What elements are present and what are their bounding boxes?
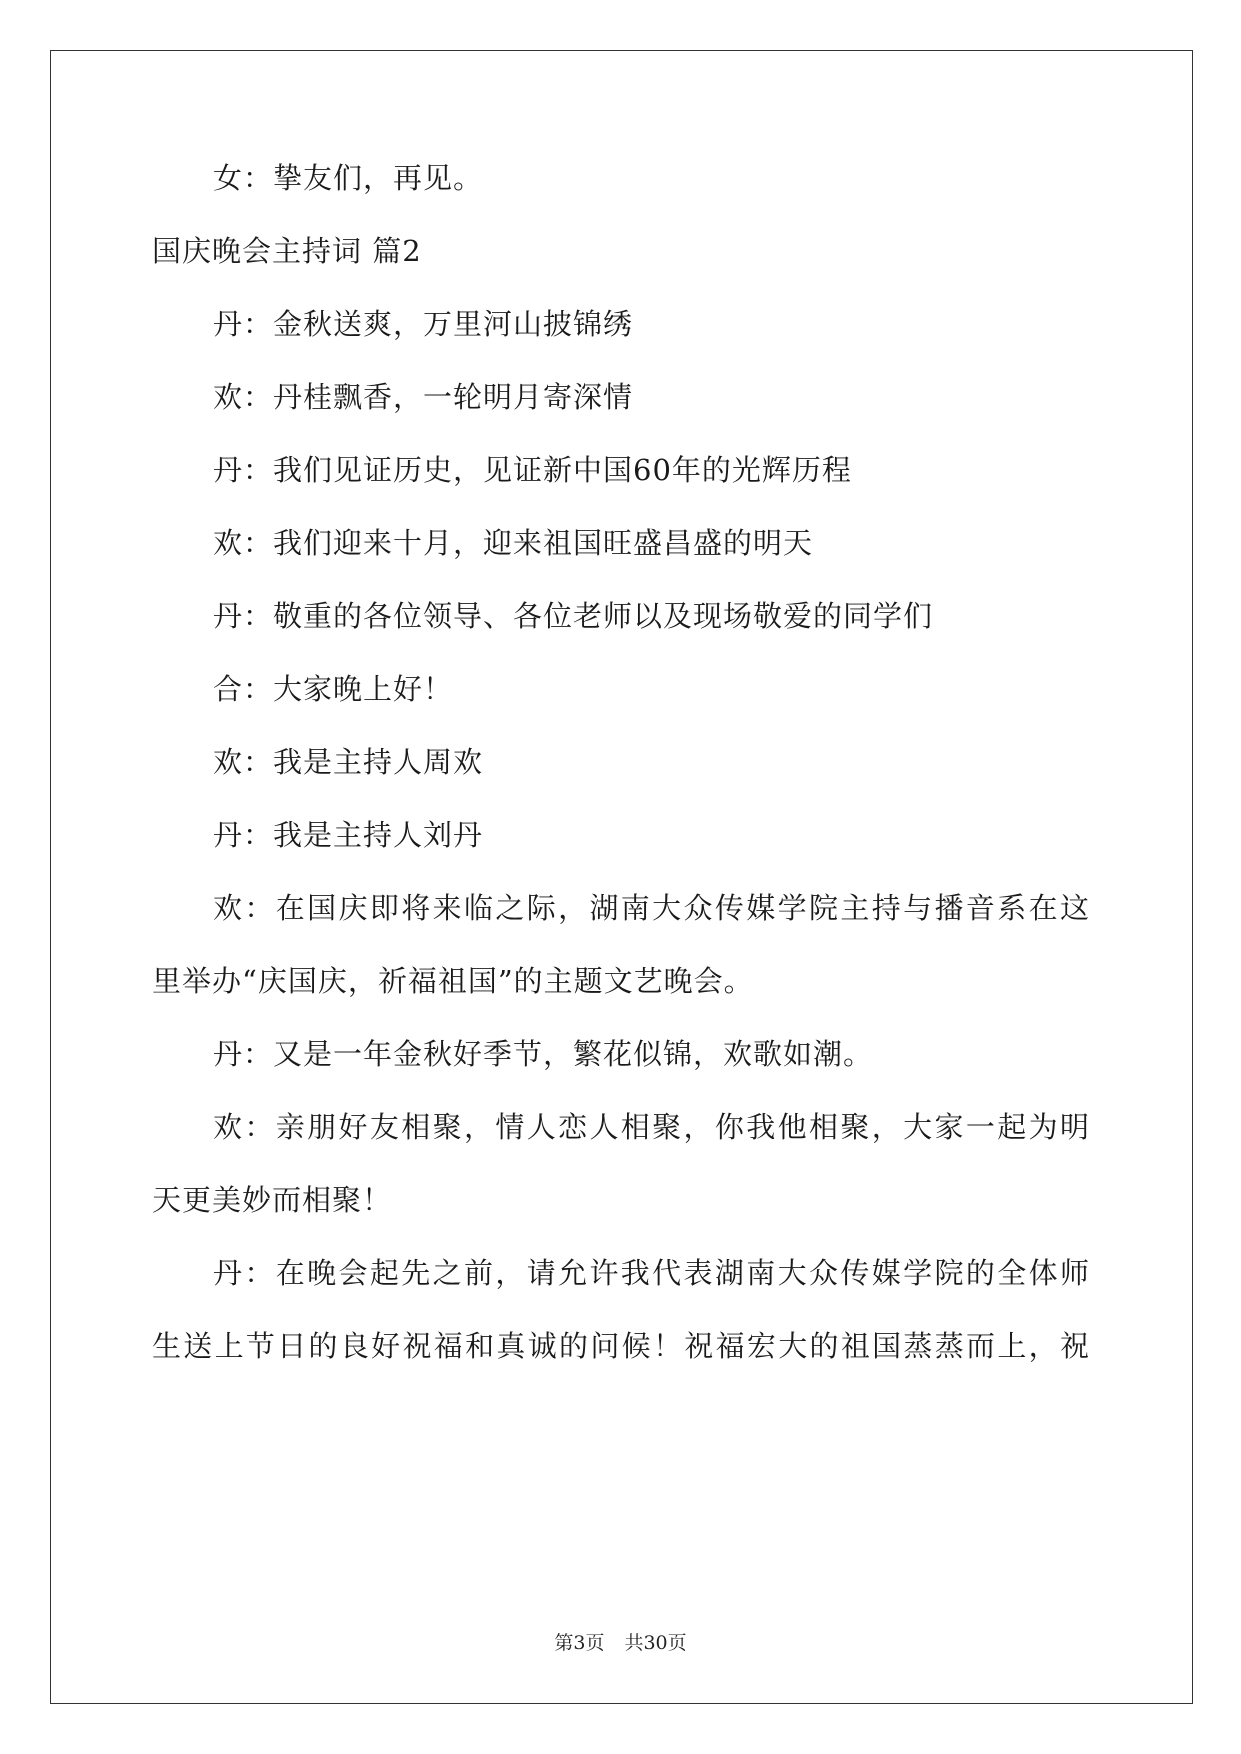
paragraph-line: 丹：敬重的各位领导、各位老师以及现场敬爱的同学们 (213, 599, 934, 633)
page-border (50, 50, 1193, 1704)
paragraph-line: 欢：亲朋好友相聚，情人恋人相聚，你我他相聚，大家一起为明 (213, 1110, 1090, 1144)
paragraph-line: 丹：在晚会起先之前，请允许我代表湖南大众传媒学院的全体师 (213, 1256, 1090, 1290)
section-heading: 国庆晚会主持词 篇2 (152, 234, 422, 268)
paragraph-line: 丹：金秋送爽，万里河山披锦绣 (213, 307, 634, 341)
paragraph-line: 天更美妙而相聚！ (152, 1183, 393, 1217)
paragraph-line: 丹：我是主持人刘丹 (213, 818, 484, 852)
paragraph-line: 欢：我是主持人周欢 (213, 745, 484, 779)
paragraph-line: 丹：我们见证历史，见证新中国60年的光辉历程 (213, 453, 852, 487)
page-footer (0, 1630, 1241, 1656)
paragraph-line: 丹：又是一年金秋好季节，繁花似锦，欢歌如潮。 (213, 1037, 874, 1071)
paragraph-line: 合：大家晚上好！ (213, 672, 454, 706)
paragraph-line: 生送上节日的良好祝福和真诚的问候！祝福宏大的祖国蒸蒸而上，祝 (152, 1329, 1090, 1363)
paragraph-line: 里举办“庆国庆，祈福祖国”的主题文艺晚会。 (152, 964, 754, 998)
paragraph-line: 欢：丹桂飘香，一轮明月寄深情 (213, 380, 634, 414)
page-total: 共30页 (624, 1632, 687, 1654)
paragraph-line: 女：挚友们，再见。 (213, 161, 484, 195)
page-number: 第3页 (554, 1632, 605, 1654)
paragraph-line: 欢：我们迎来十月，迎来祖国旺盛昌盛的明天 (213, 526, 814, 560)
paragraph-line: 欢：在国庆即将来临之际，湖南大众传媒学院主持与播音系在这 (213, 891, 1090, 925)
